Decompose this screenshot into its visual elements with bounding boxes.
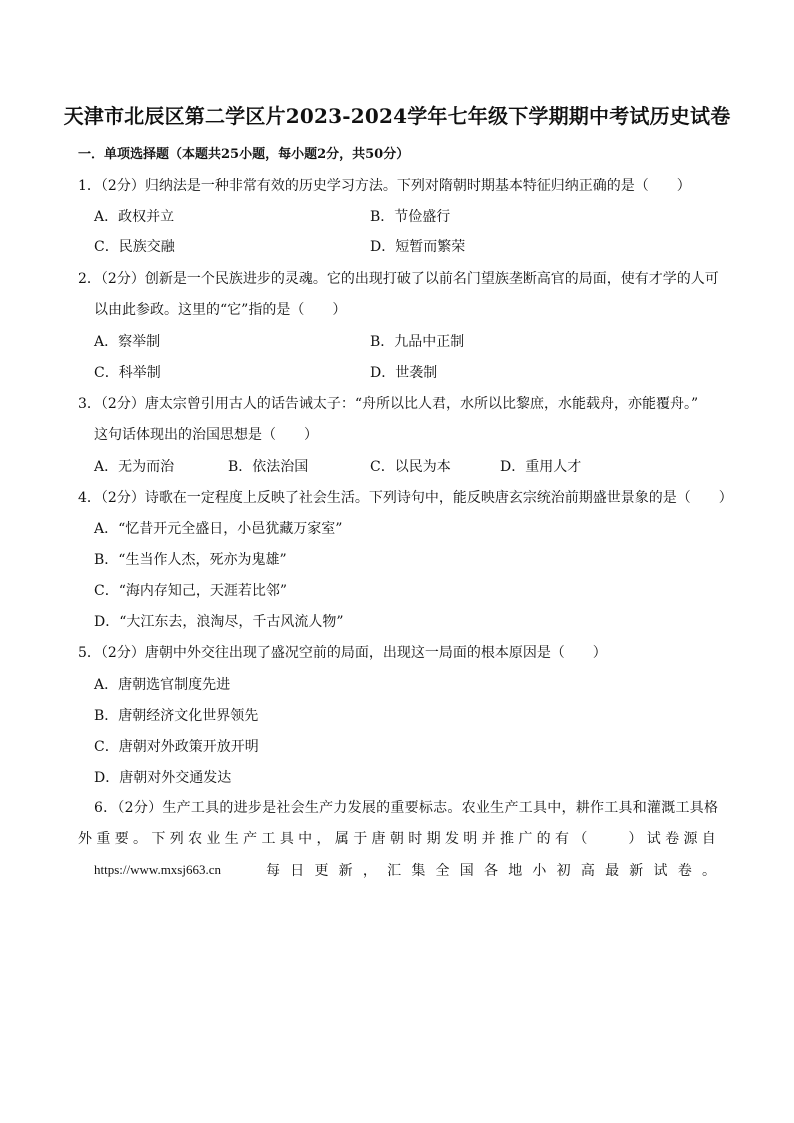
source-tail-char: 各 xyxy=(483,863,498,879)
question-5-option-c[interactable]: C．唐朝对外政策开放开明 xyxy=(94,739,259,755)
question-4-option-b[interactable]: B．“生当作人杰，死亦为鬼雄” xyxy=(94,552,287,568)
question-4-option-c[interactable]: C．“海内存知己，天涯若比邻” xyxy=(94,583,288,599)
source-tail-char: 新 xyxy=(338,863,353,879)
source-tail-char: 高 xyxy=(580,863,595,879)
source-tail-char: 全 xyxy=(435,863,450,879)
source-tail-char: 试 xyxy=(653,863,668,879)
question-3-stem-line-2: 这句话体现出的治国思想是（ ） xyxy=(94,427,318,443)
question-2-option-a[interactable]: A．察举制 xyxy=(94,334,161,350)
source-tail-char: 新 xyxy=(629,863,644,879)
question-3-option-d[interactable]: D．重用人才 xyxy=(500,459,582,475)
question-2-stem-line-2: 以由此参政。这里的“它”指的是（ ） xyxy=(94,302,347,318)
source-tail-char: 日 xyxy=(290,863,305,879)
question-2-stem-line-1: 2．（2分）创新是一个民族进步的灵魂。它的出现打破了以前名门望族垄断高官的局面，使有才学的人可 xyxy=(78,271,719,287)
question-2-option-c[interactable]: C．科举制 xyxy=(94,365,161,381)
question-3-option-b[interactable]: B．依法治国 xyxy=(228,459,309,475)
source-link[interactable]: https://www.mxsj663.cn xyxy=(94,862,221,877)
question-1-option-a[interactable]: A．政权并立 xyxy=(94,209,175,225)
exam-title: 天津市北辰区第二学区片2023-2024学年七年级下学期期中考试历史试卷 xyxy=(63,104,731,128)
source-tail-char: 初 xyxy=(556,863,571,879)
question-5-stem: 5．（2分）唐朝中外交往出现了盛况空前的局面，出现这一局面的根本原因是（ ） xyxy=(78,645,607,661)
question-4-option-d[interactable]: D．“大江东去，浪淘尽，千古风流人物” xyxy=(94,614,344,630)
source-tail-char: 小 xyxy=(532,863,547,879)
question-5-option-d[interactable]: D．唐朝对外交通发达 xyxy=(94,770,232,786)
source-tail-char: ， xyxy=(362,863,377,879)
source-tail-char: 地 xyxy=(508,863,523,879)
question-1-option-c[interactable]: C．民族交融 xyxy=(94,239,175,255)
question-5-option-a[interactable]: A．唐朝选官制度先进 xyxy=(94,677,231,693)
question-3-stem-line-1: 3．（2分）唐太宗曾引用古人的话告诫太子：“舟所以比人君，水所以比黎庶，水能载舟，亦能覆舟。” xyxy=(78,396,699,412)
source-tail-char: 更 xyxy=(314,863,329,879)
question-3-option-c[interactable]: C．以民为本 xyxy=(370,459,451,475)
question-3-option-a[interactable]: A．无为而治 xyxy=(94,459,175,475)
source-tail-char: 卷 xyxy=(677,863,692,879)
source-tail-char: 集 xyxy=(411,863,426,879)
question-6-stem-line-2: 外重要。下列农业生产工具中，属于唐朝时期发明并推广的有（ ）试卷源自 xyxy=(78,831,718,847)
source-tail-char: 国 xyxy=(459,863,474,879)
section-heading: 一．单项选择题（本题共25小题，每小题2分，共50分） xyxy=(78,147,410,162)
source-tail-char: 汇 xyxy=(387,863,402,879)
question-2-option-b[interactable]: B．九品中正制 xyxy=(370,334,465,350)
source-tail xyxy=(266,860,716,880)
question-4-option-a[interactable]: A．“忆昔开元全盛日，小邑犹藏万家室” xyxy=(94,521,343,537)
question-5-option-b[interactable]: B．唐朝经济文化世界领先 xyxy=(94,708,259,724)
question-2-option-d[interactable]: D．世袭制 xyxy=(370,365,438,381)
source-tail-char: 最 xyxy=(605,863,620,879)
question-1-option-b[interactable]: B．节俭盛行 xyxy=(370,209,451,225)
source-tail-char: 每 xyxy=(266,863,280,879)
source-tail-char: 。 xyxy=(701,863,716,879)
question-4-stem: 4．（2分）诗歌在一定程度上反映了社会生活。下列诗句中，能反映唐玄宗统治前期盛世景象的是（ ） xyxy=(78,490,733,506)
question-1-stem: 1．（2分）归纳法是一种非常有效的历史学习方法。下列对隋朝时期基本特征归纳正确的是（ ） xyxy=(78,178,691,194)
question-1-option-d[interactable]: D．短暂而繁荣 xyxy=(370,239,466,255)
question-6-stem-line-1: 6．（2分）生产工具的进步是社会生产力发展的重要标志。农业生产工具中，耕作工具和灌溉工具格 xyxy=(94,800,718,816)
